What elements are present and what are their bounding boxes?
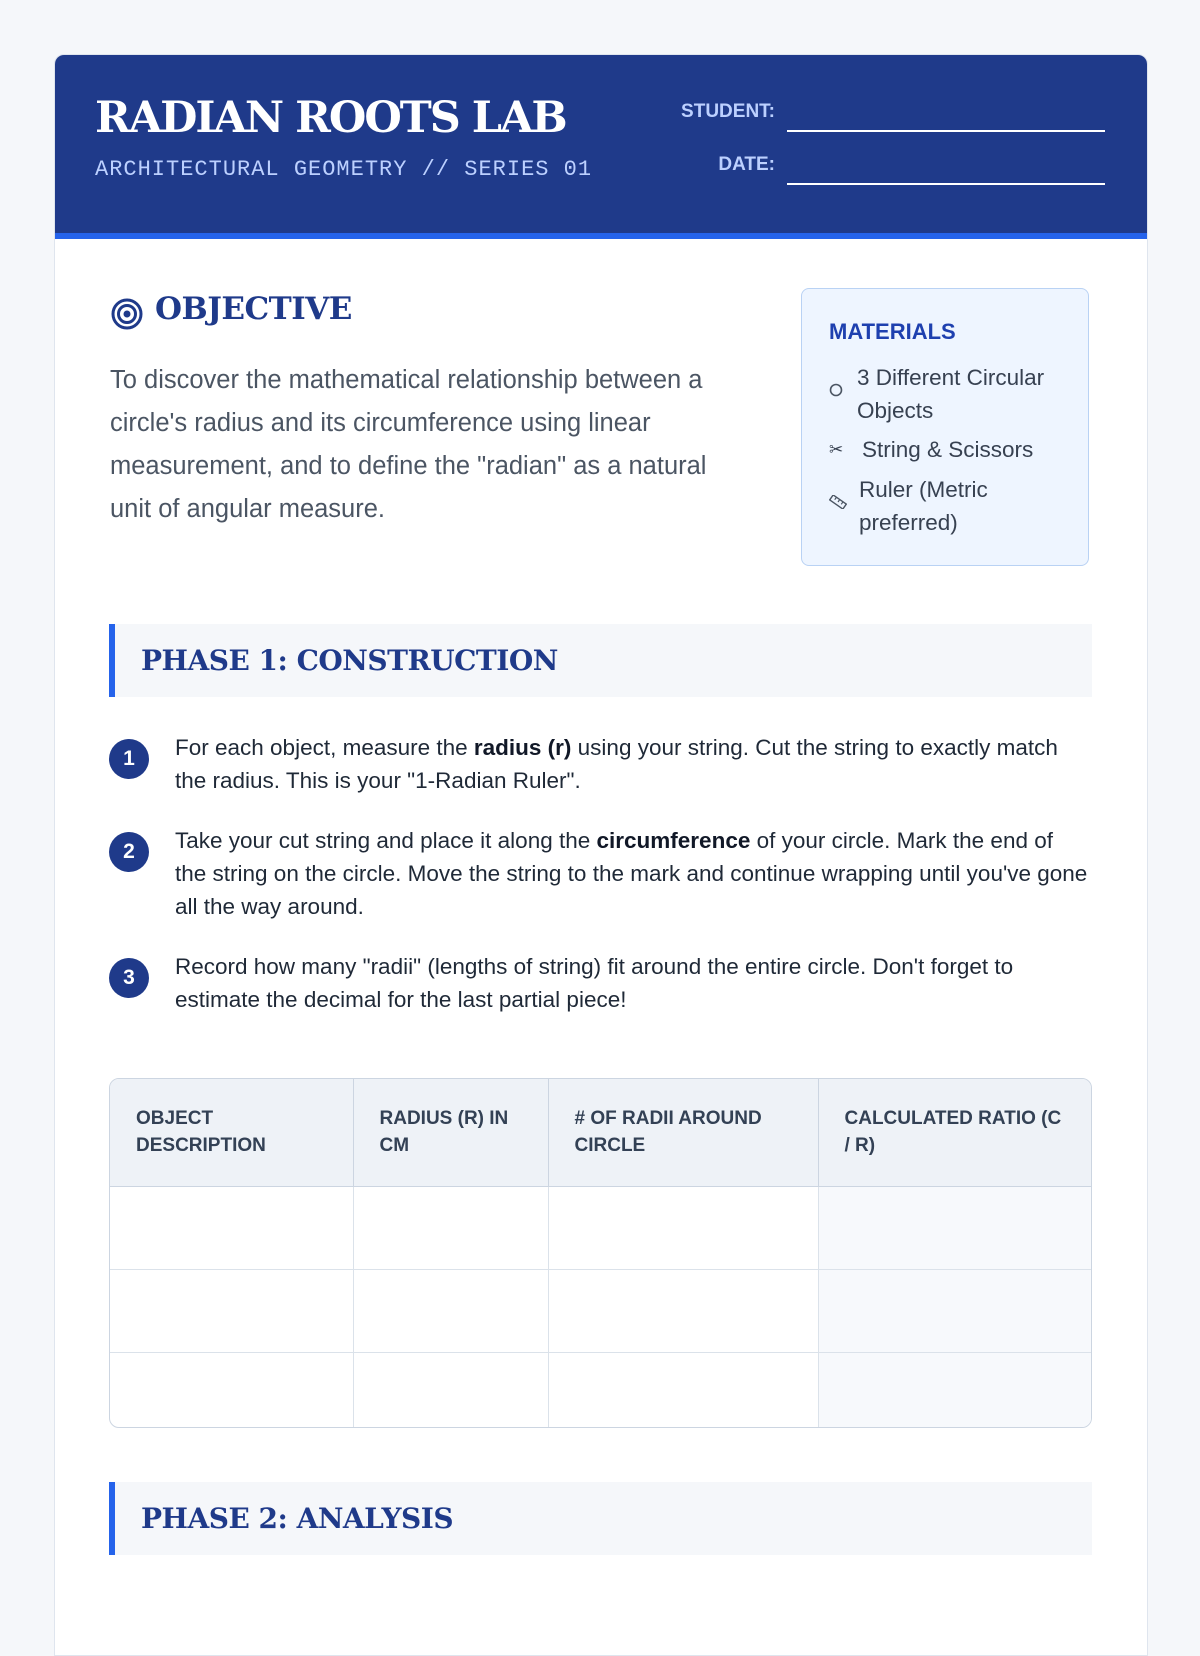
materials-item-label: String & Scissors <box>862 437 1034 462</box>
page-title: RADIAN ROOTS LAB <box>95 93 566 143</box>
scissors-icon: ✂ <box>829 440 844 459</box>
materials-item-label: 3 Different Circular Objects <box>857 365 1045 423</box>
table-row <box>110 1269 1091 1352</box>
step-number: 1 <box>109 739 149 779</box>
table-cell[interactable] <box>353 1186 548 1269</box>
column-header: CALCULATED RATIO (C / R) <box>818 1079 1091 1186</box>
table-cell[interactable] <box>353 1352 548 1428</box>
step-text: For each object, measure the radius (r) using your string. Cut the string to exactly match the radius. This is your "1-Radian Ruler". <box>175 735 1058 793</box>
table-header-row <box>110 1079 1091 1186</box>
phase-2-banner <box>109 1482 1092 1555</box>
date-field[interactable] <box>787 183 1105 185</box>
table-row <box>110 1352 1091 1428</box>
column-header: # OF RADII AROUND CIRCLE <box>548 1079 818 1186</box>
table-cell[interactable] <box>818 1186 1091 1269</box>
table-cell[interactable] <box>548 1269 818 1352</box>
table-cell[interactable] <box>818 1269 1091 1352</box>
circle-icon <box>829 383 843 397</box>
column-header: RADIUS (R) IN CM <box>353 1079 548 1186</box>
phase-1-heading: PHASE 1: CONSTRUCTION <box>141 644 558 677</box>
table-cell[interactable] <box>548 1352 818 1428</box>
page-subtitle: ARCHITECTURAL GEOMETRY // SERIES 01 <box>95 157 593 182</box>
table-cell[interactable] <box>110 1186 353 1269</box>
phase-2-heading: PHASE 2: ANALYSIS <box>141 1502 454 1535</box>
step-text: Record how many "radii" (lengths of string) fit around the entire circle. Don't forget to estimate the decimal for the last partial piece! <box>175 954 1014 1012</box>
ruler-icon <box>829 495 847 509</box>
student-label: STUDENT: <box>681 101 775 122</box>
student-field[interactable] <box>787 130 1105 132</box>
data-table <box>109 1078 1092 1428</box>
objective-heading: OBJECTIVE <box>155 291 352 327</box>
objective-text: To discover the mathematical relationship between a circle's radius and its circumference using linear measurement, and to define the "radian" as a natural unit of angular measure. <box>110 366 707 523</box>
materials-item-label: Ruler (Metric preferred) <box>859 477 988 535</box>
materials-box <box>801 288 1089 566</box>
step-text: Take your cut string and place it along the circumference of your circle. Mark the end of the string on the circle. Move the string to the mark and continue wrapping until you've gone all the way around. <box>175 828 1088 919</box>
header <box>55 55 1147 239</box>
table-cell[interactable] <box>110 1269 353 1352</box>
table-cell[interactable] <box>818 1352 1091 1428</box>
step-number: 2 <box>109 832 149 872</box>
table-cell[interactable] <box>548 1186 818 1269</box>
table-cell[interactable] <box>110 1352 353 1428</box>
step-number: 3 <box>109 958 149 998</box>
date-label: DATE: <box>718 154 775 175</box>
target-icon <box>110 297 144 331</box>
table-row <box>110 1186 1091 1269</box>
phase-1-banner <box>109 624 1092 697</box>
column-header: OBJECT DESCRIPTION <box>110 1079 353 1186</box>
materials-title: MATERIALS <box>829 319 956 344</box>
worksheet <box>54 54 1148 1656</box>
table-cell[interactable] <box>353 1269 548 1352</box>
